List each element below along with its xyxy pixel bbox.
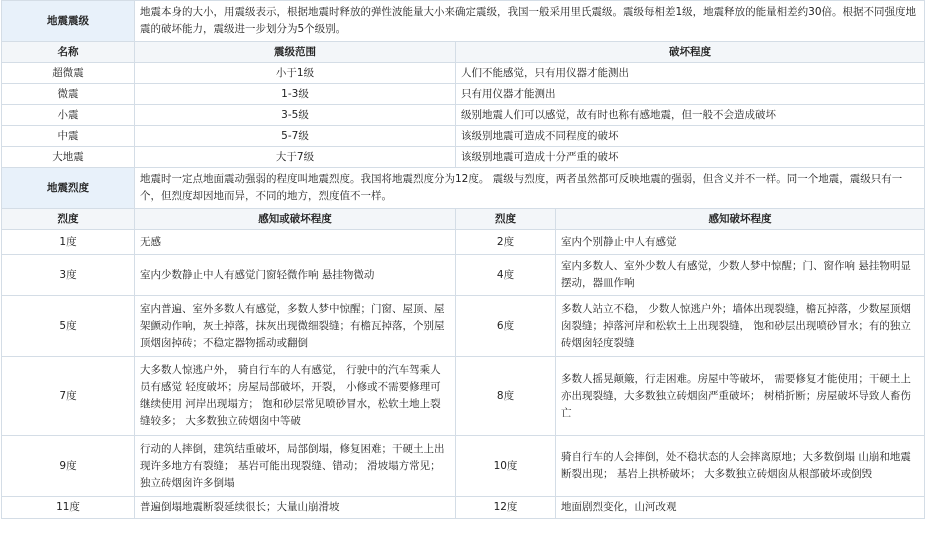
intensity-intro-row	[2, 168, 925, 209]
intensity-section-title: 地震烈度	[2, 168, 135, 209]
magnitude-section-title: 地震震级	[2, 1, 135, 42]
col-header-intensity-right: 烈度	[456, 209, 556, 230]
table-row	[2, 126, 925, 147]
col-header-perception-left: 感知或破坏程度	[135, 209, 456, 230]
intensity-degree: 6度	[456, 296, 556, 357]
magnitude-range: 5-7级	[135, 126, 456, 147]
magnitude-intro-row	[2, 1, 925, 42]
col-header-perception-right: 感知破坏程度	[556, 209, 925, 230]
magnitude-name: 超微震	[2, 63, 135, 84]
intensity-description-cell: 大多数人惊逃户外， 骑自行车的人有感觉， 行驶中的汽车驾乘人员有感觉 轻度破坏；房屋局部破坏，开裂， 小修或不需要修理可继续使用 河岸出现塌方； 饱和砂层常见喷砂冒水，松软土地上裂缝较多； 大多数独立砖烟囱中等破	[135, 357, 456, 436]
table-row	[2, 436, 925, 497]
intensity-description-cell: 普遍倒塌地震断裂延续很长；大量山崩滑坡	[135, 497, 456, 519]
col-header-range: 震级范围	[135, 42, 456, 63]
intensity-description-cell: 骑自行车的人会摔倒，处不稳状态的人会摔离原地；大多数倒塌 山崩和地震断裂出现； 基岩上拱桥破坏； 大多数独立砖烟囱从根部破坏或倒毁	[556, 436, 925, 497]
magnitude-range: 大于7级	[135, 147, 456, 168]
table-row	[2, 84, 925, 105]
table-row	[2, 296, 925, 357]
intensity-description-cell: 行动的人摔倒，建筑结重破坏，局部倒塌，修复困难；干硬土上出现许多地方有裂缝； 基岩可能出现裂缝、错动； 滑坡塌方常见； 独立砖烟囱许多倒塌	[135, 436, 456, 497]
intensity-description-cell: 多数人站立不稳， 少数人惊逃户外；墙体出现裂缝，檐瓦掉落，少数屋顶烟囱裂缝；掉落河岸和松软土上出现裂缝， 饱和砂层出现喷砂冒水；有的独立砖烟囱轻度裂缝	[556, 296, 925, 357]
magnitude-damage: 只有用仪器才能测出	[456, 84, 925, 105]
magnitude-description: 地震本身的大小，用震级表示，根据地震时释放的弹性波能量大小来确定震级，我国一般采用里氏震级。震级每相差1级，地震释放的能量相差约30倍。根据不同强度地震的破坏能力，震级进一步划分为5个级别。	[135, 1, 925, 42]
col-header-name: 名称	[2, 42, 135, 63]
intensity-degree: 10度	[456, 436, 556, 497]
table-row	[2, 63, 925, 84]
magnitude-range: 3-5级	[135, 105, 456, 126]
intensity-description-cell: 室内普遍、室外多数人有感觉，多数人梦中惊醒；门窗、屋顶、屋架颤动作响，灰土掉落，抹灰出现微细裂缝；有檐瓦掉落，个别屋顶烟囱掉砖；不稳定器物摇动或翻倒	[135, 296, 456, 357]
intensity-degree: 4度	[456, 255, 556, 296]
magnitude-name: 小震	[2, 105, 135, 126]
intensity-description-cell: 室内少数静止中人有感觉门窗轻微作响 悬挂物微动	[135, 255, 456, 296]
magnitude-range: 1-3级	[135, 84, 456, 105]
magnitude-name: 大地震	[2, 147, 135, 168]
table-row	[2, 497, 925, 519]
col-header-damage: 破坏程度	[456, 42, 925, 63]
magnitude-range: 小于1级	[135, 63, 456, 84]
intensity-degree: 5度	[2, 296, 135, 357]
intensity-description-cell: 室内多数人、室外少数人有感觉，少数人梦中惊醒；门、窗作响 悬挂物明显摆动，器皿作响	[556, 255, 925, 296]
table-row	[2, 105, 925, 126]
col-header-intensity-left: 烈度	[2, 209, 135, 230]
table-row	[2, 357, 925, 436]
table-row	[2, 147, 925, 168]
magnitude-name: 微震	[2, 84, 135, 105]
magnitude-name: 中震	[2, 126, 135, 147]
magnitude-damage: 人们不能感觉，只有用仪器才能测出	[456, 63, 925, 84]
intensity-description: 地震时一定点地面震动强弱的程度叫地震烈度。我国将地震烈度分为12度。 震级与烈度，两者虽然都可反映地震的强弱，但含义并不一样。同一个地震，震级只有一个，但烈度却因地而异，不同的地方，烈度值不一样。	[135, 168, 925, 209]
intensity-description-cell: 室内个别静止中人有感觉	[556, 230, 925, 255]
intensity-degree: 12度	[456, 497, 556, 519]
magnitude-header-row	[2, 42, 925, 63]
intensity-degree: 9度	[2, 436, 135, 497]
magnitude-damage: 级别地震人们可以感觉，故有时也称有感地震，但一般不会造成破坏	[456, 105, 925, 126]
intensity-description-cell: 无感	[135, 230, 456, 255]
table-row	[2, 255, 925, 296]
intensity-header-row	[2, 209, 925, 230]
intensity-degree: 1度	[2, 230, 135, 255]
intensity-degree: 11度	[2, 497, 135, 519]
intensity-degree: 2度	[456, 230, 556, 255]
intensity-description-cell: 地面剧烈变化，山河改观	[556, 497, 925, 519]
magnitude-damage: 该级别地震可造成不同程度的破坏	[456, 126, 925, 147]
intensity-degree: 3度	[2, 255, 135, 296]
table-row	[2, 230, 925, 255]
intensity-description-cell: 多数人摇晃颠簸，行走困难。房屋中等破坏， 需要修复才能使用；干硬土上亦出现裂缝，大多数独立砖烟囱严重破坏； 树梢折断；房屋破坏导致人畜伤亡	[556, 357, 925, 436]
magnitude-damage: 该级别地震可造成十分严重的破坏	[456, 147, 925, 168]
earthquake-info-table	[1, 0, 925, 519]
intensity-degree: 8度	[456, 357, 556, 436]
intensity-degree: 7度	[2, 357, 135, 436]
